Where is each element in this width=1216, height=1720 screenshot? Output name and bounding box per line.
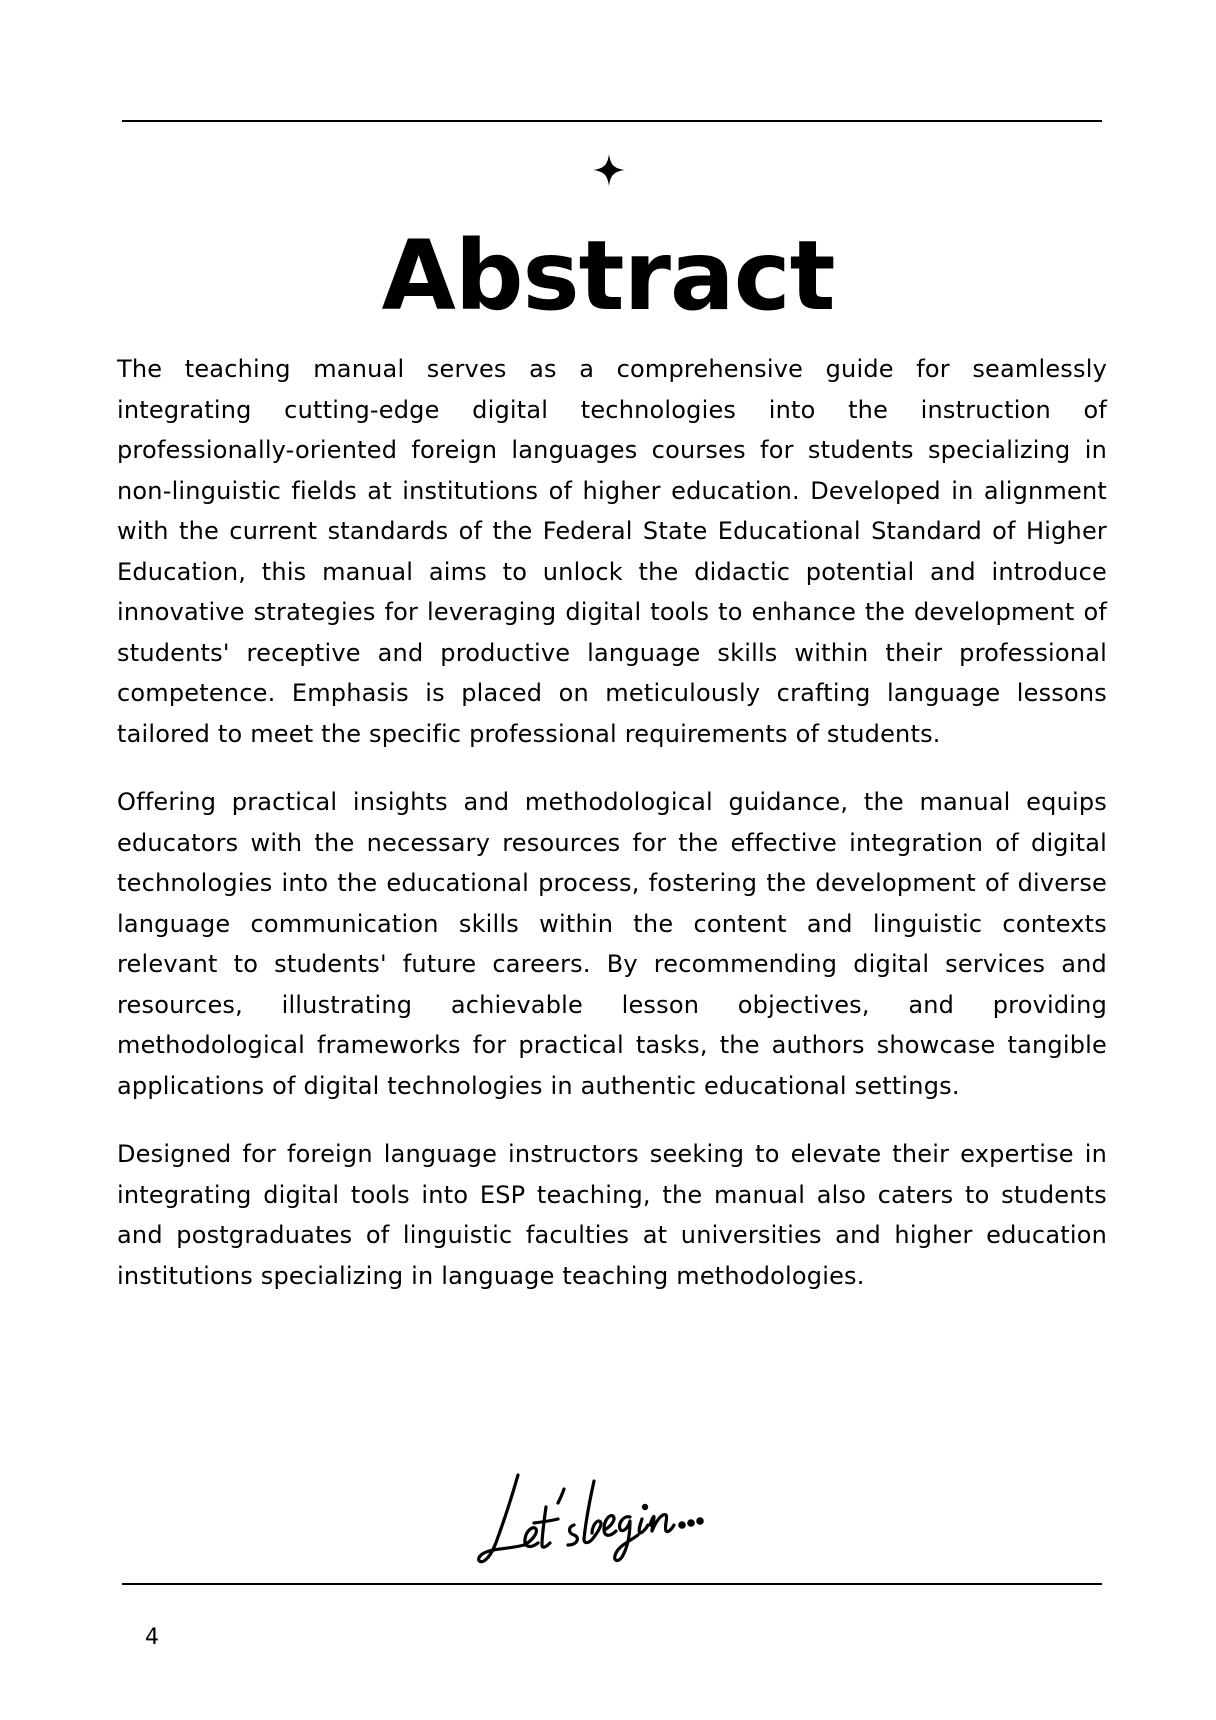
abstract-paragraph-3: Designed for foreign language instructors seeking to elevate their expertise in integrating digital tools into ESP teaching, the manual also caters to students and postgraduates of linguistic faculties at universities and higher education institutions specializing in language teaching methodologies. xyxy=(117,1140,1107,1290)
bottom-divider xyxy=(122,1583,1102,1585)
four-point-star-icon xyxy=(592,153,626,187)
page-title: Abstract xyxy=(381,220,835,332)
abstract-body xyxy=(117,349,1107,1324)
abstract-paragraph-2: Offering practical insights and methodological guidance, the manual equips educators with the necessary resources for the effective integration of digital technologies into the educational process, fostering the development of diverse language communication skills within the content and linguistic contexts relevant to students' future careers. By recommending digital services and resources, illustrating achievable lesson objectives, and providing methodological frameworks for practical tasks, the authors showcase tangible applications of digital technologies in authentic educational settings. xyxy=(117,788,1107,1100)
abstract-paragraph-1: The teaching manual serves as a comprehensive guide for seamlessly integrating cutting-edge digital technologies into the instruction of professionally-oriented foreign languages courses for students specializing in non-linguistic fields at institutions of higher education. Developed in alignment with the current standards of the Federal State Educational Standard of Higher Education, this manual aims to unlock the didactic potential and introduce innovative strategies for leveraging digital tools to enhance the development of students' receptive and productive language skills within their professional competence. Emphasis is placed on meticulously crafting language lessons tailored to meet the specific professional requirements of students. xyxy=(117,355,1107,748)
page-number: 4 xyxy=(145,1625,159,1650)
top-divider xyxy=(122,120,1102,122)
handwritten-signature xyxy=(470,1445,740,1570)
